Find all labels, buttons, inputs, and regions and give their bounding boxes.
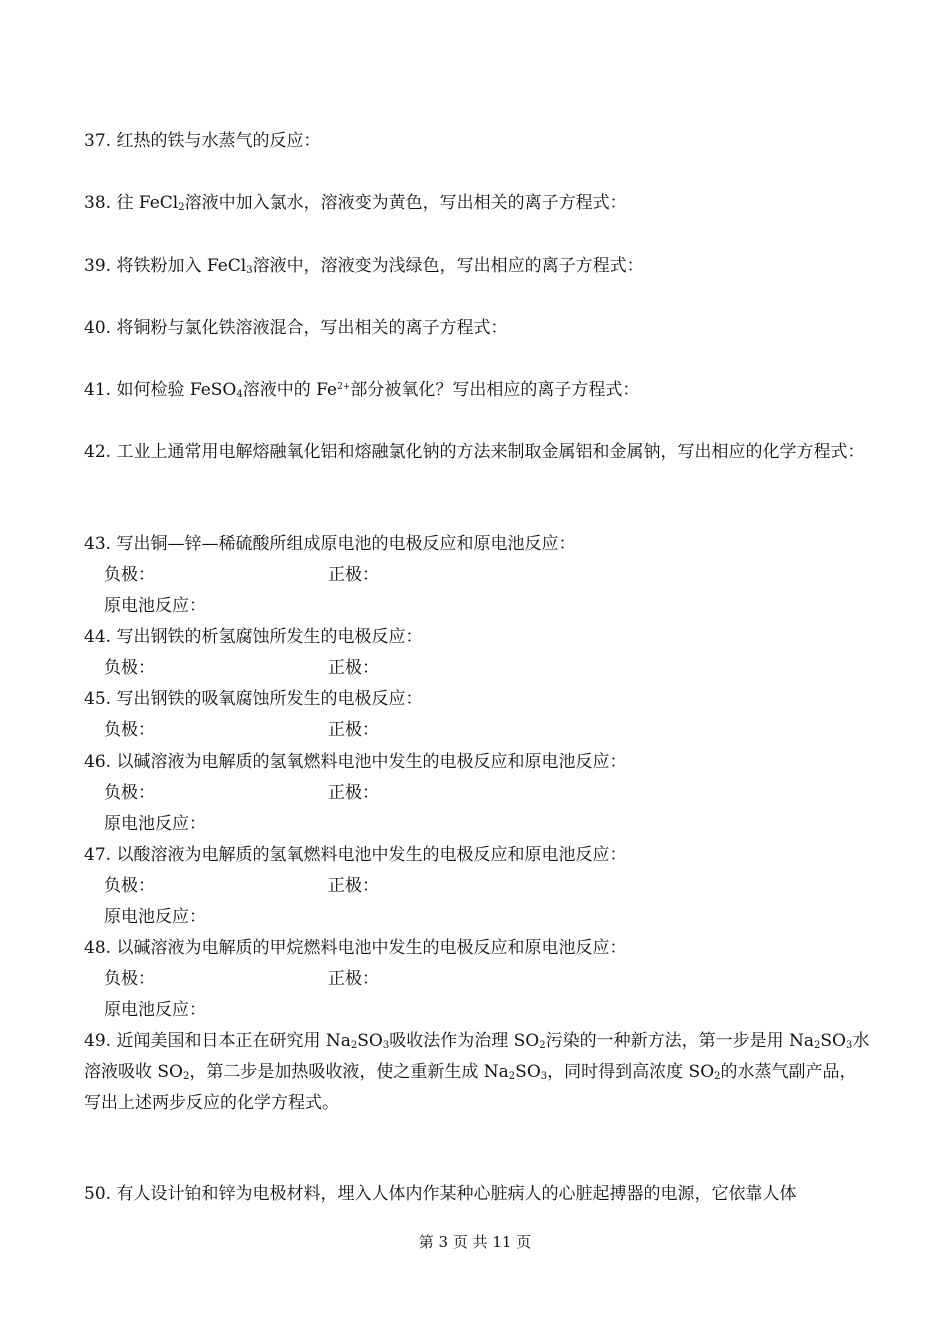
q43-negative-label: 负极： [104, 565, 155, 585]
q38: 38. 往 FeCl$_2$溶液中加入氯水，溶液变为黄色，写出相关的离子方程式： [84, 193, 627, 213]
q46-negative-label: 负极： [104, 783, 155, 803]
q48: 48. 以碱溶液为电解质的甲烷燃料电池中发生的电极反应和原电池反应： [84, 938, 627, 958]
q48-cell-reaction-label: 原电池反应： [104, 1000, 206, 1020]
q46-positive-label: 正极： [328, 783, 379, 803]
q48-negative-label: 负极： [104, 969, 155, 989]
q45-positive-label: 正极： [328, 720, 379, 740]
q50: 50. 有人设计铂和锌为电极材料，埋入人体内作某种心脏病人的心脏起搏器的电源，它依靠人体 [84, 1184, 797, 1204]
q39: 39. 将铁粉加入 FeCl$_3$溶液中，溶液变为浅绿色，写出相应的离子方程式： [84, 256, 644, 276]
page-footer: 第 3 页 共 11 页 [418, 1233, 532, 1251]
q44: 44. 写出钢铁的析氢腐蚀所发生的电极反应： [84, 627, 423, 647]
q44-positive-label: 正极： [328, 658, 379, 678]
q43: 43. 写出铜—锌—稀硫酸所组成原电池的电极反应和原电池反应： [84, 534, 576, 554]
q43-cell-reaction-label: 原电池反应： [104, 596, 206, 616]
q45: 45. 写出钢铁的吸氧腐蚀所发生的电极反应： [84, 689, 423, 709]
q42: 42. 工业上通常用电解熔融氧化铝和熔融氯化钠的方法来制取金属铝和金属钠，写出相应的化学方程式： [84, 442, 865, 462]
q48-positive-label: 正极： [328, 969, 379, 989]
q46: 46. 以碱溶液为电解质的氢氧燃料电池中发生的电极反应和原电池反应： [84, 752, 627, 772]
q45-negative-label: 负极： [104, 720, 155, 740]
q37: 37. 红热的铁与水蒸气的反应： [84, 131, 321, 151]
q40: 40. 将铜粉与氯化铁溶液混合，写出相关的离子方程式： [84, 318, 508, 338]
q47-positive-label: 正极： [328, 876, 379, 896]
q46-cell-reaction-label: 原电池反应： [104, 814, 206, 834]
q47: 47. 以酸溶液为电解质的氢氧燃料电池中发生的电极反应和原电池反应： [84, 845, 627, 865]
q47-cell-reaction-label: 原电池反应： [104, 907, 206, 927]
q44-negative-label: 负极： [104, 658, 155, 678]
q49: 49. 近闻美国和日本正在研究用 $Na_2SO_3$吸收法作为治理 $SO_2$污染的一种新方法，第一步是用 $Na_2SO_3$水溶液吸收 $SO_2$，第二步是加热吸收液，使之重新生成 $Na_2SO_3$，同时得到高浓度 $SO_2$的水蒸气副产品，写出上述两步反应的化学方程式。 [84, 1031, 870, 1113]
q43-positive-label: 正极： [328, 565, 379, 585]
q47-negative-label: 负极： [104, 876, 155, 896]
q41: 41. 如何检验 FeSO$_4$溶液中的 $Fe^{2+}$部分被氧化？写出相应的离子方程式： [84, 380, 640, 400]
